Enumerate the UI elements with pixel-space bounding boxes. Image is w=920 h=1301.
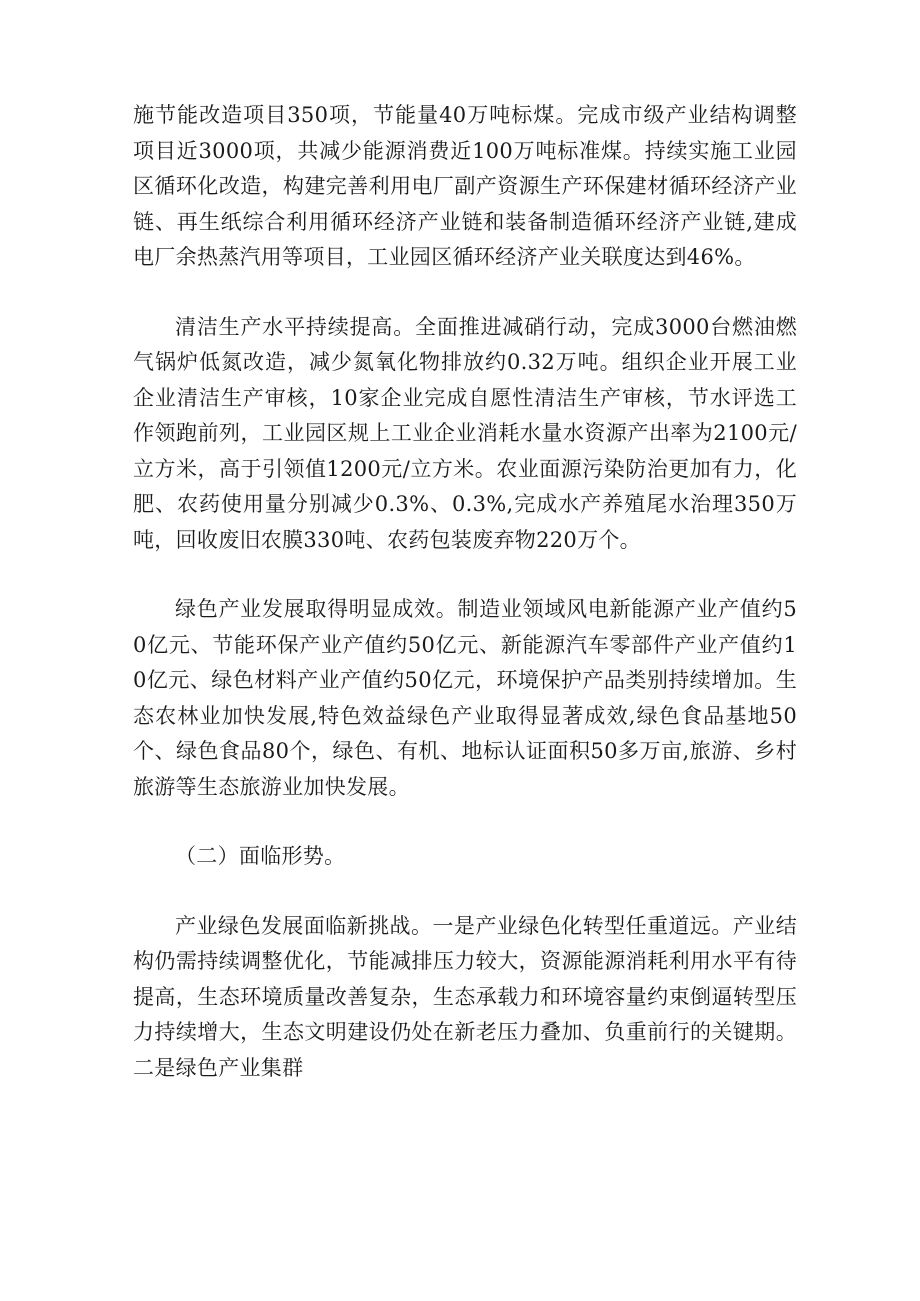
- paragraph-energy-saving: 施节能改造项目350项，节能量40万吨标煤。完成市级产业结构调整项目近3000项，共减少能源消费近100万吨标准煤。持续实施工业园区循环化改造，构建完善利用电厂副产资源生产环保建材循环经济产业链、再生纸综合利用循环经济产业链和装备制造循环经济产业链,建成电厂余热蒸汽用等项目，工业园区循环经济产业关联度达到46%。: [133, 103, 797, 269]
- paragraph-clean-production: 清洁生产水平持续提高。全面推进减硝行动，完成3000台燃油燃气锅炉低氮改造，减少氮氧化物排放约0.32万吨。组织企业开展工业企业清洁生产审核，10家企业完成自愿性清洁生产审核，节水评选工作领跑前列，工业园区规上工业企业消耗水量水资源产出率为2100元/立方米，高于引领值1200元/立方米。农业面源污染防治更加有力，化肥、农药使用量分别减少0.3%、0.3%,完成水产养殖尾水治理350万吨，回收废旧农膜330吨、农药包装废弃物220万个。: [133, 314, 797, 552]
- section-heading: （二）面临形势。: [175, 844, 346, 868]
- paragraph-challenges: 产业绿色发展面临新挑战。一是产业绿色化转型任重道远。产业结构仍需持续调整优化，节能减排压力较大，资源能源消耗利用水平有待提高，生态环境质量改善复杂，生态承载力和环境容量约束倒逼转型压力持续增大，生态文明建设仍处在新老压力叠加、负重前行的关键期。二是绿色产业集群: [133, 913, 797, 1080]
- document-page: [133, 98, 797, 1086]
- paragraph-green-industry: 绿色产业发展取得明显成效。制造业领域风电新能源产业产值约50亿元、节能环保产业产值约50亿元、新能源汽车零部件产业产值约10亿元、绿色材料产业产值约50亿元，环境保护产品类别持续增加。生态农林业加快发展,特色效益绿色产业取得显著成效,绿色食品基地50个、绿色食品80个，绿色、有机、地标认证面积50多万亩,旅游、乡村旅游等生态旅游业加快发展。: [133, 597, 798, 799]
